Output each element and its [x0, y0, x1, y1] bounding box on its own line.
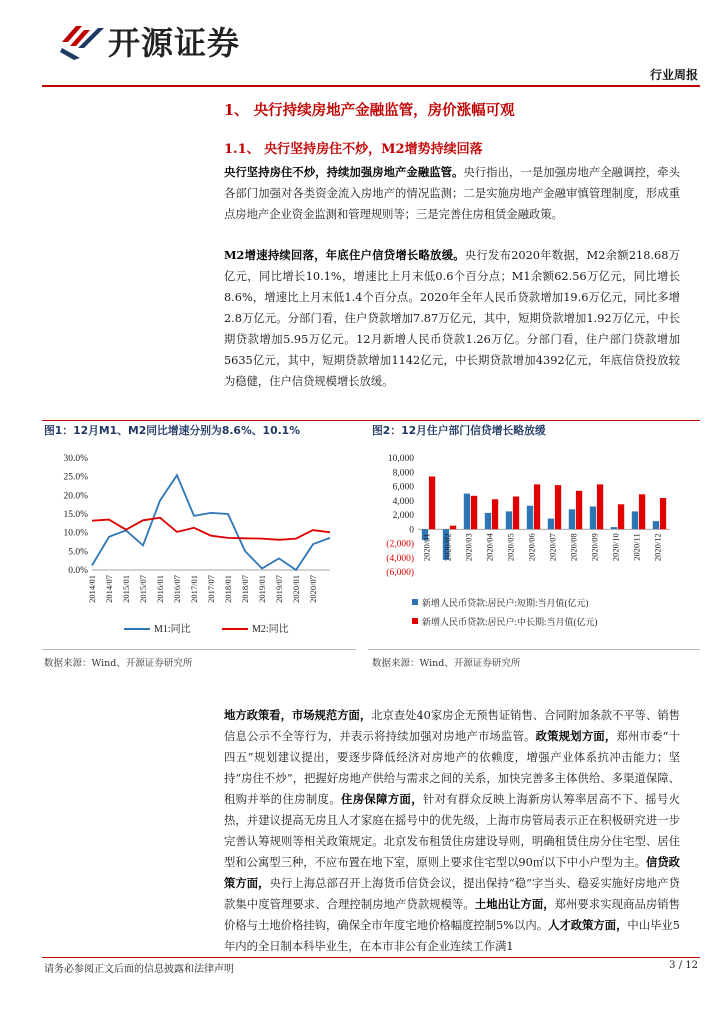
- bar-2020/10: [611, 527, 617, 529]
- legend-swatch: [412, 618, 418, 624]
- paragraph-2-body: 央行发布2020年数据，M2余额218.68万亿元，同比增长10.1%，增速比上月末低0.6个百分点；M1余额62.56万亿元，同比增长8.6%，增速比上月末低1.4个百分点。2020年全年人民币贷款增加19.6万亿元，同比多增2.8万亿元。分部门看，住户贷款增加7.87万亿元，其中，短期贷款增加1.92万亿元，中长期贷款增加5.95万亿元。12月新增人民币贷款1.26万亿。分部门看，住户部门贷款增加5635亿元，其中，短期贷款增加1142亿元，中长期贷款增加4392亿元，年底信贷投放较为稳健，住户信贷规模增长放缓。: [224, 249, 680, 388]
- bar-2020/02: [450, 526, 456, 530]
- x-tick-label: 2015/01: [121, 575, 131, 603]
- bar-2020/09: [597, 484, 603, 529]
- line-chart-m1-m2: [44, 446, 354, 644]
- y-tick-label: 5.0%: [68, 547, 88, 558]
- x-tick-label: 2017/01: [189, 575, 199, 603]
- bar-2020/12: [660, 498, 666, 529]
- bar-2020/03: [471, 496, 477, 530]
- bar-2020/03: [464, 494, 470, 530]
- footer-disclaimer: 请务必参阅正文后面的信息披露和法律声明: [44, 964, 234, 975]
- figure-2-chart: [370, 446, 690, 644]
- series-line-M1:同比: [92, 475, 330, 570]
- page-number: 3 / 12: [669, 960, 698, 971]
- x-tick-label: 2019/07: [274, 575, 284, 603]
- y-tick-label: 8,000: [392, 468, 414, 479]
- paragraph-1: [224, 162, 680, 225]
- bar-2020/08: [569, 509, 575, 529]
- paragraph-3-text: 针对有群众反映上海新房认筹率居高不下、摇号火热，并建议提高无房且人才家庭在摇号中的优先级，上海市房管局表示正在积极研究进一步完善认筹规则等相关政策规定。北京发布租赁住房建设导则，明确租赁住房分住宅型、居住型和公寓型三种，不应布置在地下室，原则上要求住宅型以90㎡以下中小户型为主。: [224, 793, 680, 869]
- x-tick-label: 2020/11: [631, 533, 642, 561]
- legend-label: M2:同比: [252, 624, 289, 635]
- report-type: 行业周报: [649, 68, 698, 82]
- figure-1-chart: [44, 446, 354, 644]
- x-tick-label: 2014/07: [104, 575, 114, 603]
- x-tick-label: 2020/08: [568, 533, 579, 562]
- figure-2-title: 图2：12月住户部门信贷增长略放缓: [372, 424, 546, 437]
- bar-2020/06: [534, 484, 540, 529]
- y-tick-label: 0.0%: [68, 566, 88, 576]
- x-tick-label: 2020/12: [652, 533, 663, 562]
- paragraph-3-heading: 住房保障方面，: [341, 792, 423, 806]
- x-tick-label: 2019/01: [257, 575, 267, 603]
- section-title: 1、 央行持续房地产金融监管，房价涨幅可观: [224, 102, 515, 119]
- figure-1-title: 图1：12月M1、M2同比增速分别为8.6%、10.1%: [44, 424, 301, 437]
- bar-2020/12: [653, 521, 659, 529]
- paragraph-3-text: 郑州要求实现商品房销售价格与土地价格挂钩，确保全市年度宅地价格幅度控制5%以内。: [224, 898, 680, 932]
- y-tick-label: 10.0%: [63, 528, 88, 539]
- brand-name: 开源证券: [108, 24, 241, 62]
- x-tick-label: 2020/10: [610, 533, 621, 562]
- paragraph-2: [224, 245, 680, 392]
- paragraph-3-heading: 人才政策方面，: [548, 918, 628, 932]
- figure-1-source: 数据来源：Wind、开源证券研究所: [44, 658, 193, 669]
- y-tick-label: 6,000: [392, 482, 414, 493]
- bar-2020/07: [555, 485, 561, 529]
- paragraph-2-lead: M2增速持续回落，年底住户信贷增长略放缓。: [224, 248, 465, 262]
- logo-mark-icon: [58, 22, 106, 62]
- x-tick-label: 2020/06: [526, 533, 537, 562]
- header-divider: [42, 85, 700, 87]
- x-tick-label: 2020/04: [484, 533, 495, 562]
- x-tick-label: 2020/05: [505, 533, 516, 562]
- x-tick-label: 2015/07: [138, 575, 148, 603]
- y-tick-label: 2,000: [392, 511, 414, 521]
- bar-2020/11: [632, 511, 638, 529]
- x-tick-label: 2020/07: [547, 533, 558, 562]
- x-tick-label: 2020/02: [442, 533, 453, 562]
- paragraph-3-heading: 地方政策看，市场规范方面，: [224, 708, 372, 722]
- x-tick-label: 2017/07: [206, 575, 216, 603]
- paragraph-3-heading: 土地出让方面，: [474, 897, 555, 911]
- x-tick-label: 2020/09: [589, 533, 600, 562]
- bar-2020/11: [639, 494, 645, 529]
- y-tick-label: 30.0%: [63, 454, 88, 464]
- bar-2020/10: [618, 504, 624, 529]
- x-tick-label: 2014/01: [87, 575, 97, 603]
- paragraph-3-text: 郑州市委“十四五”规划建议提出，要逐步降低经济对房地产的依赖度，增强产业体系抗冲击能力；坚持“房住不炒”，把握好房地产供给与需求之间的关系，加快完善多主体供给、多渠道保障、租购并举的住房制度。: [224, 730, 680, 806]
- subsection-title: 1.1、 央行坚持房住不炒，M2增势持续回落: [224, 142, 483, 157]
- bar-2020/04: [485, 513, 491, 529]
- y-tick-label: (6,000): [386, 568, 414, 578]
- bar-2020/09: [590, 507, 596, 530]
- x-tick-label: 2018/01: [223, 575, 233, 603]
- x-tick-label: 2020/01: [421, 533, 432, 562]
- y-tick-label: 15.0%: [63, 510, 88, 520]
- bar-2020/06: [527, 506, 533, 530]
- bar-2020/08: [576, 491, 582, 530]
- paragraph-3-text: 北京查处40家房企无预售证销售、合同附加条款不平等、销售信息公示不全等行为，并表示将持续加强对房地产市场监管。: [224, 709, 680, 743]
- paragraph-3-text: 央行上海总部召开上海货币信贷会议，提出保持“稳”字当头、稳妥实施好房地产贷款集中度管理要求、合理控制房地产贷款规模等。: [224, 877, 680, 911]
- figure-top-divider: [42, 420, 700, 421]
- y-tick-label: 25.0%: [63, 472, 88, 483]
- legend-label: 新增人民币贷款:居民户:短期:当月值(亿元): [422, 598, 589, 608]
- figure-2-source: 数据来源：Wind、开源证券研究所: [372, 658, 521, 669]
- figure-2-bottom-rule: [368, 649, 700, 650]
- x-tick-label: 2016/01: [155, 575, 165, 603]
- y-tick-label: 20.0%: [63, 491, 88, 502]
- x-tick-label: 2020/01: [291, 575, 301, 603]
- figure-1-bottom-rule: [42, 649, 356, 650]
- bar-2020/04: [492, 499, 498, 529]
- y-tick-label: 10,000: [387, 454, 414, 464]
- series-line-M2:同比: [92, 518, 330, 540]
- x-tick-label: 2020/07: [308, 575, 318, 603]
- x-tick-label: 2018/07: [240, 575, 250, 603]
- paragraph-3: [224, 705, 680, 957]
- legend-label: 新增人民币贷款:居民户:中长期:当月值(亿元): [422, 617, 598, 627]
- paragraph-1-lead: 央行坚持房住不炒，持续加强房地产金融监管。: [224, 165, 464, 179]
- legend-swatch: [412, 599, 418, 605]
- paragraph-3-heading: 政策规划方面，: [535, 729, 617, 743]
- paragraph-1-body: 央行指出，一是加强房地产全融调控，牵头各部门加强对各类资金流入房地产的情况监测；二是实施房地产金融审慎管理制度，形成重点房地产企业资金监测和管理规则等；三是完善住房租赁金融政策。: [224, 166, 680, 221]
- bar-chart-household-loans: [370, 446, 690, 644]
- y-tick-label: (4,000): [386, 553, 414, 564]
- paragraph-3-text: 中山毕业5年内的全日制本科毕业生，在本市非公有企业连续工作满1: [224, 919, 680, 953]
- bar-2020/01: [429, 477, 435, 530]
- bar-2020/05: [513, 497, 519, 530]
- paragraph-3-heading: 信贷政策方面，: [224, 855, 680, 890]
- y-tick-label: 4,000: [392, 496, 414, 507]
- x-tick-label: 2016/07: [172, 575, 182, 603]
- legend-label: M1:同比: [154, 624, 191, 635]
- footer-divider: [42, 957, 700, 958]
- x-tick-label: 2020/03: [463, 533, 474, 562]
- bar-2020/07: [548, 519, 554, 530]
- y-tick-label: (2,000): [386, 539, 414, 550]
- y-tick-label: 0: [409, 525, 414, 536]
- bar-2020/05: [506, 511, 512, 529]
